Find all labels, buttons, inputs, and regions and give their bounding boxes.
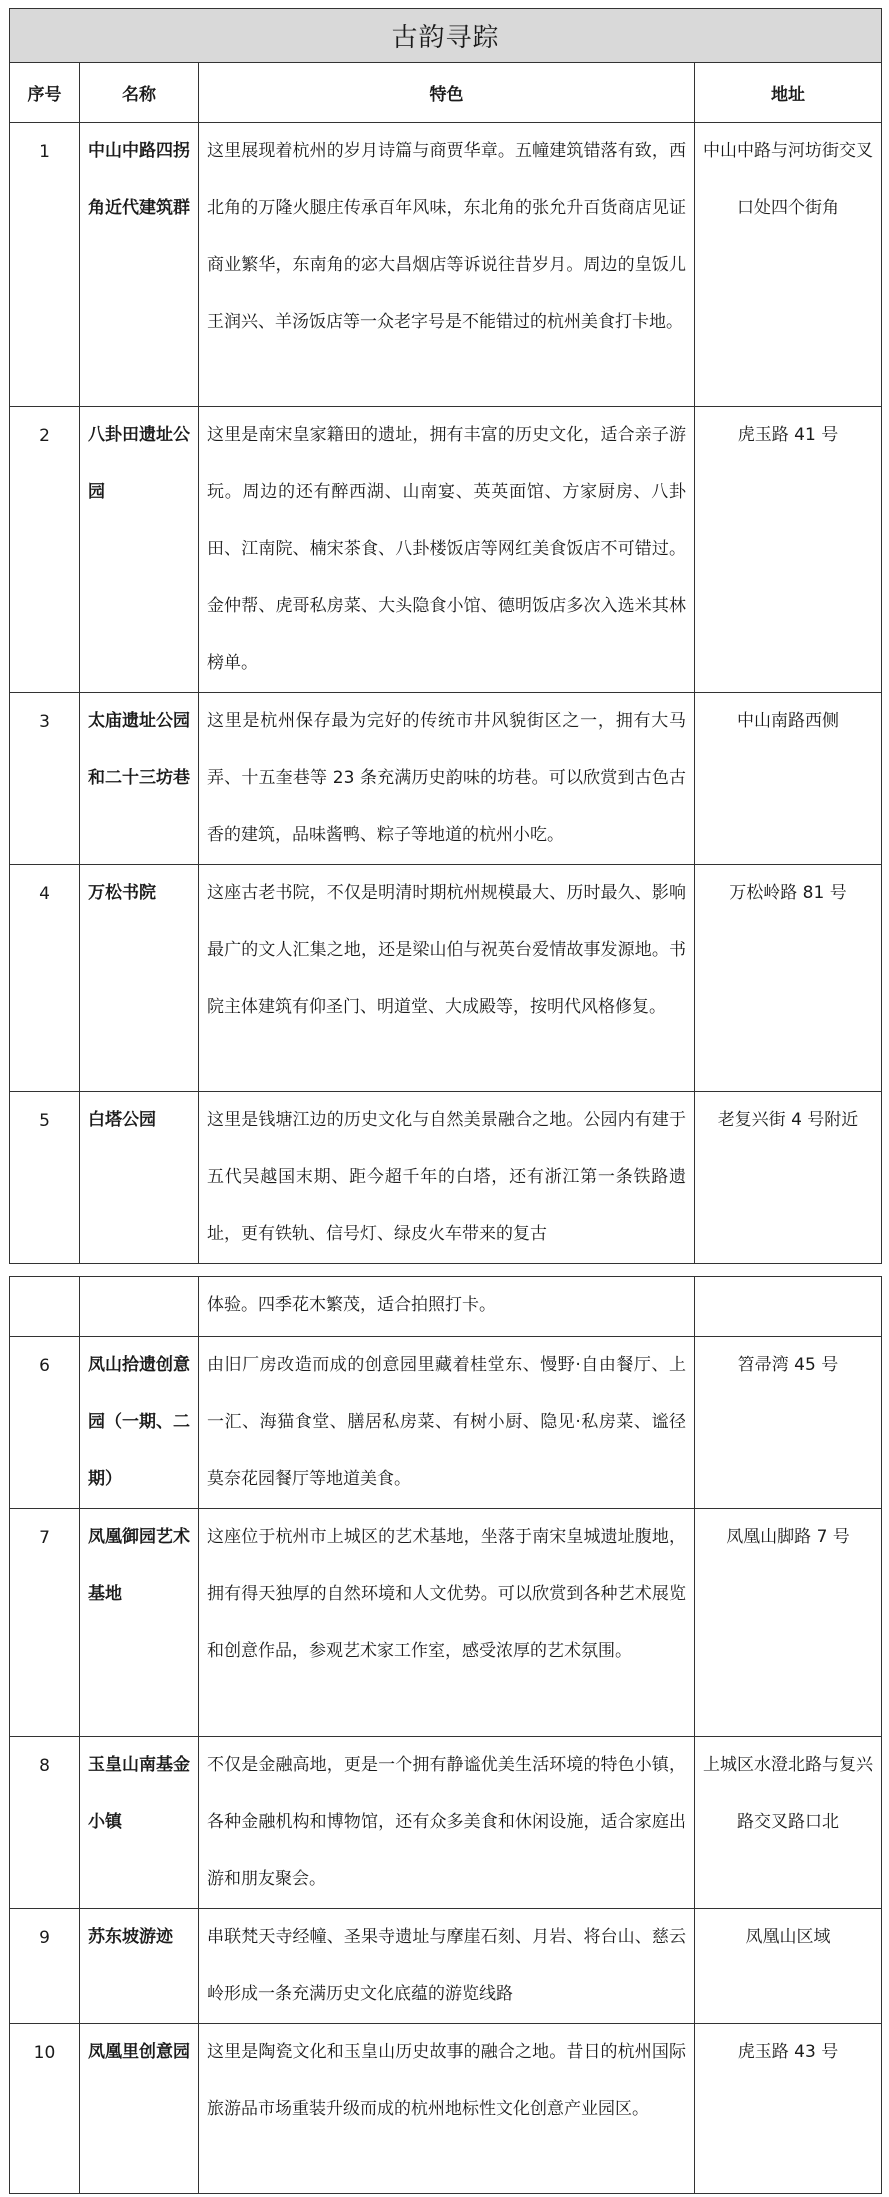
row-index: 5 [10, 1092, 80, 1264]
table-row-continued [10, 1277, 882, 1337]
row-name: 万松书院 [80, 865, 199, 1092]
table-row [10, 693, 882, 865]
table-row [10, 865, 882, 1092]
header-index: 序号 [10, 63, 80, 123]
row-name: 太庙遗址公园和二十三坊巷 [80, 693, 199, 865]
table-title: 古韵寻踪 [10, 9, 882, 63]
header-name: 名称 [80, 63, 199, 123]
row-address: 虎玉路 41 号 [695, 407, 882, 693]
header-address: 地址 [695, 63, 882, 123]
table-row [10, 1909, 882, 2024]
row-address: 万松岭路 81 号 [695, 865, 882, 1092]
row-index: 9 [10, 1909, 80, 2024]
table-row [10, 407, 882, 693]
row-name: 中山中路四拐角近代建筑群 [80, 123, 199, 407]
row-index: 8 [10, 1737, 80, 1909]
row-feature: 由旧厂房改造而成的创意园里藏着桂堂东、慢野·自由餐厅、上一汇、海猫食堂、膳居私房菜、有树小厨、隐见·私房菜、谧径莫奈花园餐厅等地道美食。 [199, 1337, 695, 1509]
table-row [10, 1092, 882, 1264]
row-name: 凤凰里创意园 [80, 2024, 199, 2194]
row-name: 凤凰御园艺术基地 [80, 1509, 199, 1737]
row-feature: 这里是杭州保存最为完好的传统市井风貌街区之一，拥有大马弄、十五奎巷等 23 条充满历史韵味的坊巷。可以欣赏到古色古香的建筑，品味酱鸭、粽子等地道的杭州小吃。 [199, 693, 695, 865]
row-address: 上城区水澄北路与复兴路交叉路口北 [695, 1737, 882, 1909]
row-name: 凤山拾遗创意园（一期、二期） [80, 1337, 199, 1509]
row-address: 笤帚湾 45 号 [695, 1337, 882, 1509]
row-feature: 这里是钱塘江边的历史文化与自然美景融合之地。公园内有建于五代吴越国末期、距今超千年的白塔，还有浙江第一条铁路遗址，更有铁轨、信号灯、绿皮火车带来的复古 [199, 1092, 695, 1264]
row-feature: 这座古老书院，不仅是明清时期杭州规模最大、历时最久、影响最广的文人汇集之地，还是梁山伯与祝英台爱情故事发源地。书院主体建筑有仰圣门、明道堂、大成殿等，按明代风格修复。 [199, 865, 695, 1092]
table-row [10, 1737, 882, 1909]
row-feature: 串联梵天寺经幢、圣果寺遗址与摩崖石刻、月岩、将台山、慈云岭形成一条充满历史文化底蕴的游览线路 [199, 1909, 695, 2024]
row-address: 虎玉路 43 号 [695, 2024, 882, 2194]
row-feature: 这里是陶瓷文化和玉皇山历史故事的融合之地。昔日的杭州国际旅游品市场重装升级而成的杭州地标性文化创意产业园区。 [199, 2024, 695, 2194]
table-row [10, 2024, 882, 2194]
row-feature: 这里展现着杭州的岁月诗篇与商贾华章。五幢建筑错落有致，西北角的万隆火腿庄传承百年风味，东北角的张允升百货商店见证商业繁华，东南角的宓大昌烟店等诉说往昔岁月。周边的皇饭儿王润兴、羊汤饭店等一众老字号是不能错过的杭州美食打卡地。 [199, 123, 695, 407]
table-row [10, 1509, 882, 1737]
row-feature: 不仅是金融高地，更是一个拥有静谧优美生活环境的特色小镇，各种金融机构和博物馆，还有众多美食和休闲设施，适合家庭出游和朋友聚会。 [199, 1737, 695, 1909]
row-index: 10 [10, 2024, 80, 2194]
row-index: 4 [10, 865, 80, 1092]
row-index: 7 [10, 1509, 80, 1737]
table-row [10, 123, 882, 407]
attractions-table-part1 [9, 8, 882, 1264]
row-feature: 这里是南宋皇家籍田的遗址，拥有丰富的历史文化，适合亲子游玩。周边的还有醉西湖、山南宴、英英面馆、方家厨房、八卦田、江南院、楠宋茶食、八卦楼饭店等网红美食饭店不可错过。金仲帮、虎哥私房菜、大头隐食小馆、德明饭店多次入选米其林榜单。 [199, 407, 695, 693]
row-address: 中山中路与河坊街交叉口处四个街角 [695, 123, 882, 407]
row-address: 中山南路西侧 [695, 693, 882, 865]
row-feature: 这座位于杭州市上城区的艺术基地，坐落于南宋皇城遗址腹地，拥有得天独厚的自然环境和人文优势。可以欣赏到各种艺术展览和创意作品，参观艺术家工作室，感受浓厚的艺术氛围。 [199, 1509, 695, 1737]
row-index: 6 [10, 1337, 80, 1509]
header-feature: 特色 [199, 63, 695, 123]
row-name: 八卦田遗址公园 [80, 407, 199, 693]
row-address: 老复兴街 4 号附近 [695, 1092, 882, 1264]
row-address: 凤凰山脚路 7 号 [695, 1509, 882, 1737]
row-name: 白塔公园 [80, 1092, 199, 1264]
attractions-table-part2 [9, 1276, 882, 2194]
row-name: 玉皇山南基金小镇 [80, 1737, 199, 1909]
row-feature-continued: 体验。四季花木繁茂，适合拍照打卡。 [199, 1277, 695, 1337]
row-index: 1 [10, 123, 80, 407]
row-index: 3 [10, 693, 80, 865]
row-name: 苏东坡游迹 [80, 1909, 199, 2024]
header-row [10, 63, 882, 123]
table-row [10, 1337, 882, 1509]
row-index: 2 [10, 407, 80, 693]
row-address: 凤凰山区域 [695, 1909, 882, 2024]
